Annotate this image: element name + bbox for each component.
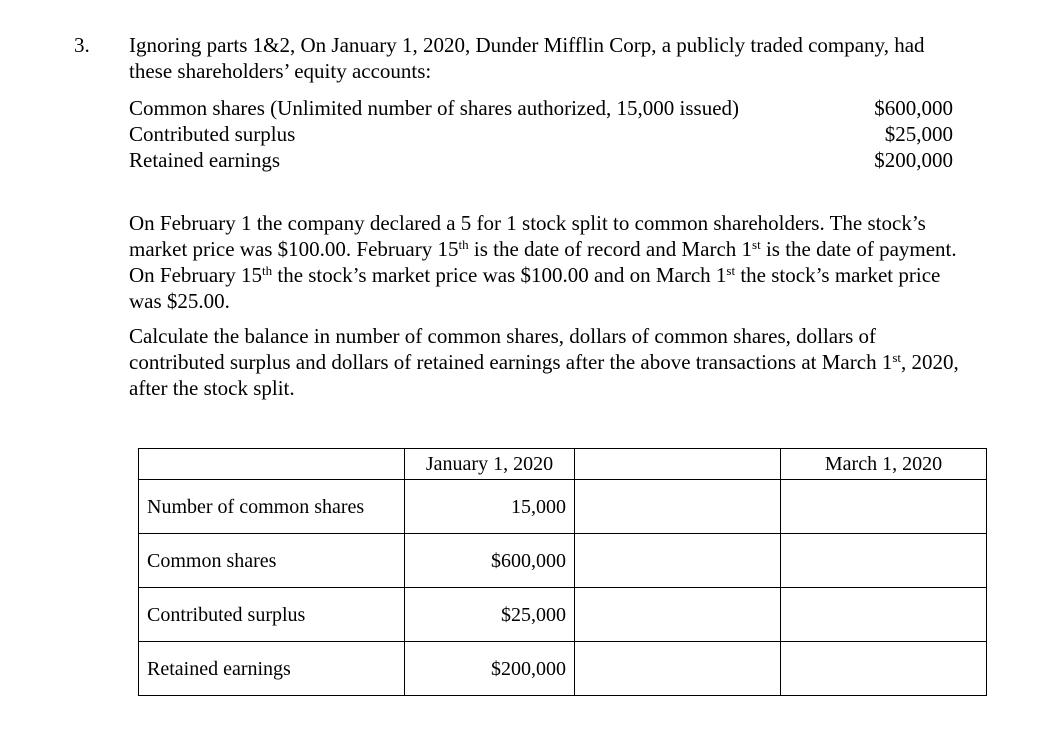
row-label: Common shares xyxy=(139,534,405,588)
header-mar-2020: March 1, 2020 xyxy=(781,449,987,480)
account-amount: $200,000 xyxy=(874,148,953,172)
equity-accounts xyxy=(129,95,953,173)
account-label: Contributed surplus xyxy=(129,122,296,146)
blank-cell[interactable] xyxy=(575,480,781,534)
row-label: Contributed surplus xyxy=(139,588,405,642)
superscript: st xyxy=(726,263,736,278)
account-row-contributed-surplus xyxy=(129,121,953,147)
jan-value: $25,000 xyxy=(405,588,575,642)
text-segment: is the date of payment. On February 15 xyxy=(129,237,957,287)
account-amount: $600,000 xyxy=(874,96,953,120)
text-segment: , 2020, after the stock split. xyxy=(129,350,959,400)
jan-value: 15,000 xyxy=(405,480,575,534)
mar-answer-cell[interactable] xyxy=(781,534,987,588)
account-amount: $25,000 xyxy=(884,122,953,146)
superscript: st xyxy=(892,350,901,365)
account-label: Common shares (Unlimited number of shares authorized, 15,000 issued) xyxy=(129,96,740,120)
intro-paragraph: Ignoring parts 1&2, On January 1, 2020, Dunder Mifflin Corp, a publicly traded company, had these shareholders’ equity accounts: xyxy=(129,33,925,83)
header-cell xyxy=(139,449,405,480)
blank-cell[interactable] xyxy=(575,588,781,642)
question-number: 3. xyxy=(74,33,90,57)
account-label: Retained earnings xyxy=(129,148,281,172)
calculation-instructions xyxy=(129,323,959,401)
jan-value: $600,000 xyxy=(405,534,575,588)
mar-answer-cell[interactable] xyxy=(781,642,987,696)
stock-split-paragraph xyxy=(129,210,959,314)
header-jan-2020: January 1, 2020 xyxy=(405,449,575,480)
jan-value: $200,000 xyxy=(405,642,575,696)
text-segment: is the date of record and March 1 xyxy=(468,237,753,261)
blank-cell[interactable] xyxy=(575,534,781,588)
row-label: Retained earnings xyxy=(139,642,405,696)
table-row xyxy=(139,588,987,642)
account-row-common-shares xyxy=(129,95,953,121)
text-segment: the stock’s market price was $25.00. xyxy=(129,263,941,313)
table-row xyxy=(139,534,987,588)
account-row-retained-earnings xyxy=(129,147,953,173)
superscript: st xyxy=(752,237,761,252)
text-segment: the stock’s market price was $100.00 and on March 1 xyxy=(272,263,727,287)
table-row xyxy=(139,480,987,534)
superscript: th xyxy=(458,237,469,252)
text-segment: On February 1 the company declared a 5 for 1 stock split to common shareholders. The stock’s market price was $100.00. February 15 xyxy=(129,211,926,261)
row-label: Number of common shares xyxy=(139,480,405,534)
table-row xyxy=(139,642,987,696)
text-segment: Calculate the balance in number of common shares, dollars of common shares, dollars of contributed surplus and dollars of retained earnings after the above transactions at March 1 xyxy=(129,324,893,374)
mar-answer-cell[interactable] xyxy=(781,588,987,642)
table-header-row xyxy=(139,449,987,480)
blank-cell[interactable] xyxy=(575,642,781,696)
balance-table xyxy=(138,448,987,696)
mar-answer-cell[interactable] xyxy=(781,480,987,534)
header-cell xyxy=(575,449,781,480)
superscript: th xyxy=(261,263,273,278)
